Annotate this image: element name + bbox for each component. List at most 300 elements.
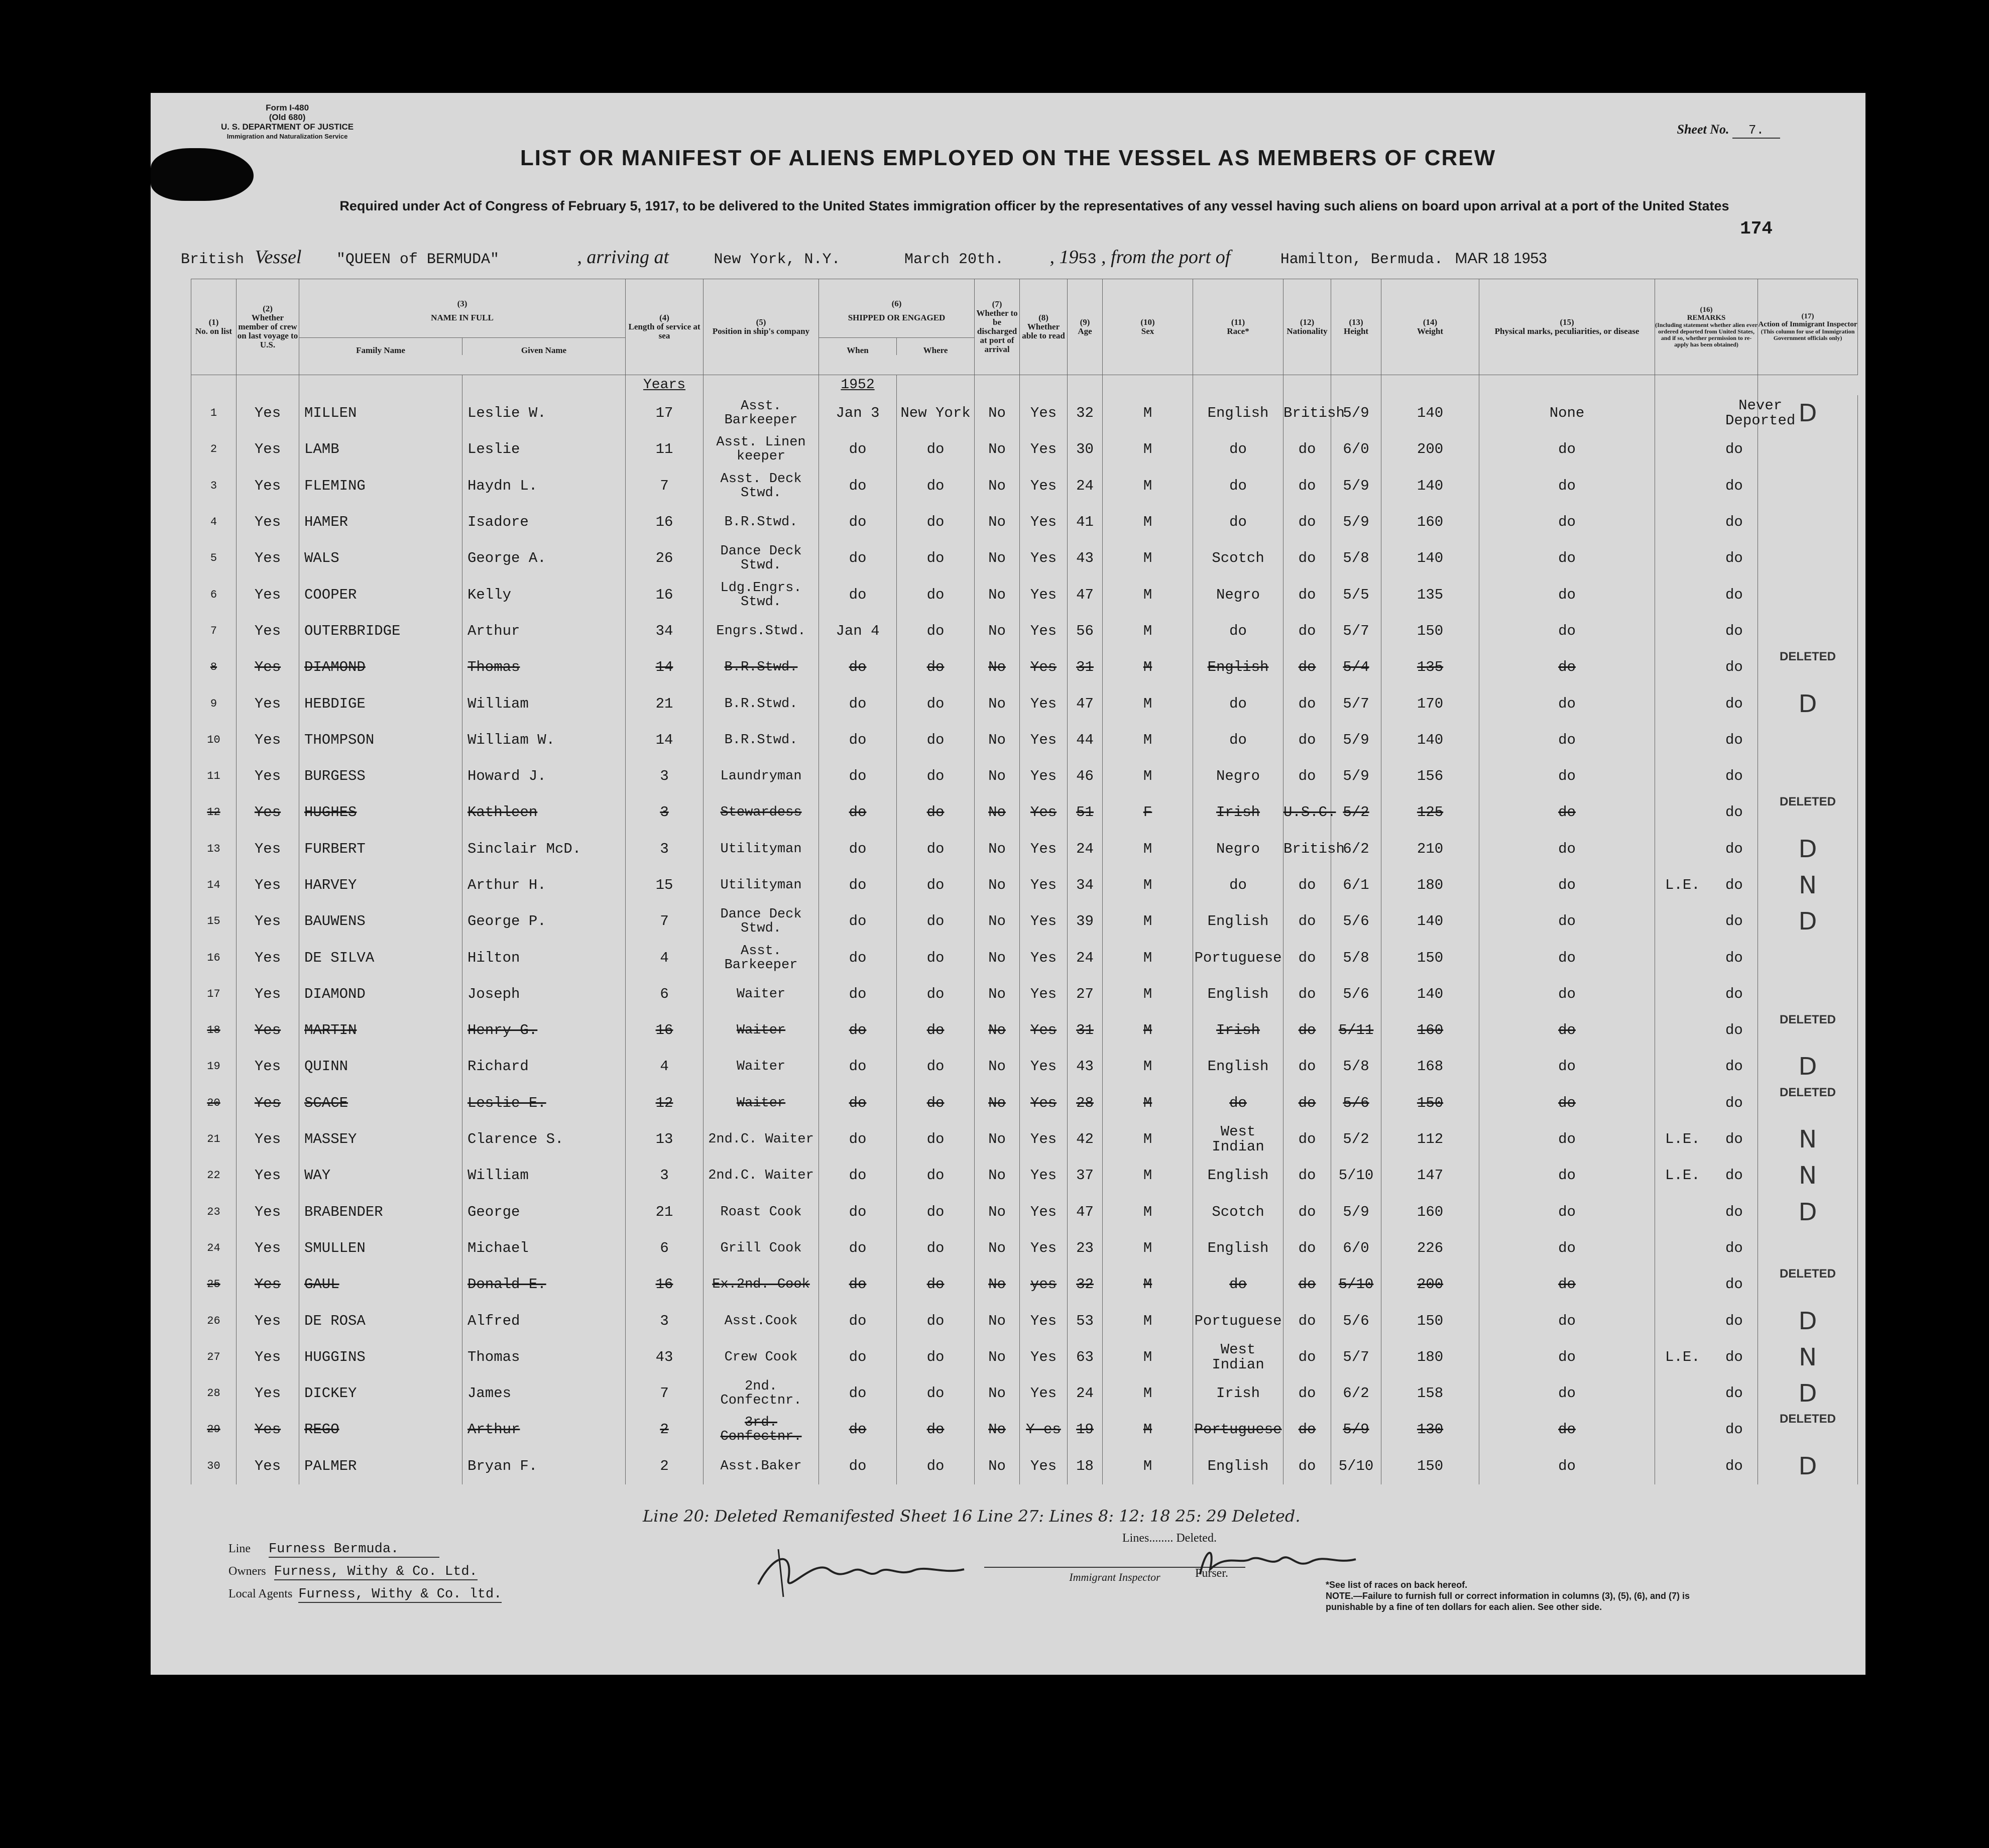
cell-position: 3rd. Confectnr. [704, 1412, 819, 1448]
cell-prev: Yes [237, 395, 299, 431]
vessel-name: "QUEEN of BERMUDA" [336, 251, 499, 268]
cell-race: Scotch [1193, 1194, 1283, 1230]
footer-note [1326, 1579, 1727, 1612]
cell-when: do [819, 1230, 897, 1266]
cell-position: Asst. Linen keeper [704, 431, 819, 468]
cell-family: BURGESS [299, 758, 462, 794]
cell-family: BAUWENS [299, 903, 462, 940]
cell-remarks [1655, 649, 1758, 685]
cell-given: Isadore [462, 504, 626, 540]
remark-value: do [1725, 1058, 1743, 1075]
cell-family: SMULLEN [299, 1230, 462, 1266]
cell-given: Henry G. [462, 1012, 626, 1049]
cell-read: Yes [1020, 685, 1068, 722]
cell-remarks [1655, 976, 1758, 1012]
cell-remarks [1655, 1049, 1758, 1085]
remark-value: do [1725, 1421, 1743, 1438]
cell-height: 5/11 [1331, 1012, 1381, 1049]
cell-position: Stewardess [704, 794, 819, 831]
cell-where: New York [897, 395, 975, 431]
table-row [191, 903, 1858, 940]
table-row [191, 1375, 1858, 1412]
cell-race: English [1193, 1448, 1283, 1484]
cell-no: 1 [191, 395, 237, 431]
arriving-label: , arriving at [577, 247, 669, 268]
cell-race: do [1193, 685, 1283, 722]
cell-given: Donald E. [462, 1266, 626, 1303]
cell-weight: 135 [1381, 576, 1479, 613]
cell-sex: M [1103, 1303, 1193, 1339]
cell-disch: No [975, 1375, 1020, 1412]
col-number: (12) [1300, 317, 1315, 327]
cell-when: Jan 3 [819, 395, 897, 431]
cell-weight: 160 [1381, 1012, 1479, 1049]
cell-age: 42 [1068, 1121, 1103, 1158]
cell-position: Waiter [704, 1085, 819, 1121]
cell-nat: British [1283, 395, 1331, 431]
cell-disch: No [975, 1230, 1020, 1266]
table-row [191, 794, 1858, 831]
col-number: (13) [1349, 317, 1363, 327]
cell-sex: M [1103, 831, 1193, 867]
cell-where: do [897, 903, 975, 940]
cell-race: do [1193, 431, 1283, 468]
cell-no: 23 [191, 1194, 237, 1230]
inspector-signature [753, 1539, 974, 1599]
cell-action: D [1758, 1049, 1858, 1085]
col-label: Sex [1141, 326, 1154, 336]
cell-when: do [819, 1194, 897, 1230]
col-label: NAME IN FULL [431, 312, 494, 322]
cell-sex: M [1103, 1158, 1193, 1194]
cell-service: 17 [626, 395, 704, 431]
cell-when: do [819, 540, 897, 576]
cell-sex: M [1103, 395, 1193, 431]
year-prefix: , 19 [1049, 247, 1079, 268]
cell-action [1758, 722, 1858, 758]
cell-nat: do [1283, 1412, 1331, 1448]
cell-disch: No [975, 867, 1020, 903]
remark-value: do [1725, 695, 1743, 712]
cell-read: Yes [1020, 831, 1068, 867]
cell-service: 12 [626, 1085, 704, 1121]
cell-remarks [1655, 468, 1758, 504]
cell-prev: Yes [237, 794, 299, 831]
col-label: Length of service at sea [628, 322, 700, 340]
cell-where: do [897, 976, 975, 1012]
cell-disch: No [975, 940, 1020, 976]
cell-remarks [1655, 1158, 1758, 1194]
cell-disch: No [975, 649, 1020, 685]
cell-sex: M [1103, 468, 1193, 504]
table-row [191, 940, 1858, 976]
col-no-header [191, 279, 237, 375]
cell-weight: 140 [1381, 722, 1479, 758]
cell-marks: do [1479, 540, 1655, 576]
cell-prev: Yes [237, 1121, 299, 1158]
cell-sex: M [1103, 1339, 1193, 1375]
cell-when: do [819, 722, 897, 758]
remark-value: do [1725, 1276, 1743, 1293]
col-label: REMARKS [1687, 314, 1726, 322]
cell-age: 46 [1068, 758, 1103, 794]
col-number: (16) [1700, 306, 1713, 314]
cell-action: DELETED [1758, 1412, 1858, 1448]
cell-age: 30 [1068, 431, 1103, 468]
cell-nat: do [1283, 1158, 1331, 1194]
cell-height: 5/6 [1331, 1085, 1381, 1121]
purser-label: Purser. [1195, 1567, 1228, 1580]
cell-weight: 140 [1381, 395, 1479, 431]
form-info [221, 103, 354, 141]
cell-sex: M [1103, 1049, 1193, 1085]
col-label: Action of Immigrant Inspector [1758, 320, 1857, 328]
cell-marks: do [1479, 903, 1655, 940]
cell-service: 16 [626, 504, 704, 540]
cell-action [1758, 758, 1858, 794]
cell-position: 2nd.C. Waiter [704, 1158, 819, 1194]
cell-given: Arthur H. [462, 867, 626, 903]
cell-marks: do [1479, 1339, 1655, 1375]
cell-family: SCACE [299, 1085, 462, 1121]
cell-read: Yes [1020, 867, 1068, 903]
cell-sex: M [1103, 903, 1193, 940]
cell-given: Leslie [462, 431, 626, 468]
cell-prev: Yes [237, 831, 299, 867]
cell-remarks [1655, 903, 1758, 940]
cell-family: DICKEY [299, 1375, 462, 1412]
remark-le: L.E. [1665, 1167, 1700, 1184]
cell-prev: Yes [237, 1375, 299, 1412]
cell-given: Michael [462, 1230, 626, 1266]
cell-family: GAUL [299, 1266, 462, 1303]
cell-service: 43 [626, 1339, 704, 1375]
col-label: Whether to be discharged at port of arrival [976, 308, 1018, 354]
cell-service: 3 [626, 1158, 704, 1194]
cell-weight: 150 [1381, 1303, 1479, 1339]
cell-prev: Yes [237, 940, 299, 976]
cell-age: 39 [1068, 903, 1103, 940]
cell-family: MILLEN [299, 395, 462, 431]
cell-remarks [1655, 685, 1758, 722]
col-label: Whether able to read [1022, 322, 1065, 340]
cell-family: HEBDIGE [299, 685, 462, 722]
cell-where: do [897, 1194, 975, 1230]
shipped-year: 1952 [819, 375, 897, 396]
cell-read: Yes [1020, 722, 1068, 758]
cell-race: Portuguese [1193, 1303, 1283, 1339]
cell-no: 6 [191, 576, 237, 613]
cell-remarks [1655, 540, 1758, 576]
cell-age: 47 [1068, 1194, 1103, 1230]
cell-nat: do [1283, 613, 1331, 649]
cell-height: 5/9 [1331, 1412, 1381, 1448]
vessel-nationality: British [181, 251, 245, 268]
col-age-header [1068, 279, 1103, 375]
table-row [191, 685, 1858, 722]
form-number: Form I-480 [266, 103, 309, 112]
cell-where: do [897, 504, 975, 540]
cell-prev: Yes [237, 867, 299, 903]
cell-where: do [897, 685, 975, 722]
cell-family: COOPER [299, 576, 462, 613]
table-row [191, 649, 1858, 685]
cell-nat: do [1283, 1121, 1331, 1158]
col-label: Age [1078, 326, 1092, 336]
cell-height: 6/0 [1331, 1230, 1381, 1266]
cell-age: 56 [1068, 613, 1103, 649]
cell-sex: M [1103, 1448, 1193, 1484]
cell-given: Howard J. [462, 758, 626, 794]
cell-service: 16 [626, 1012, 704, 1049]
cell-service: 21 [626, 1194, 704, 1230]
cell-read: Yes [1020, 794, 1068, 831]
remark-value: do [1725, 804, 1743, 821]
cell-height: 5/9 [1331, 1194, 1381, 1230]
cell-family: WALS [299, 540, 462, 576]
cell-read: Y es [1020, 1412, 1068, 1448]
cell-race: English [1193, 1049, 1283, 1085]
service: Immigration and Naturalization Service [226, 133, 348, 140]
cell-age: 28 [1068, 1085, 1103, 1121]
cell-action: D [1758, 1375, 1858, 1412]
cell-no: 19 [191, 1049, 237, 1085]
cell-family: OUTERBRIDGE [299, 613, 462, 649]
cell-no: 14 [191, 867, 237, 903]
cell-given: George A. [462, 540, 626, 576]
cell-action: D [1758, 1194, 1858, 1230]
table-row [191, 1230, 1858, 1266]
table-row [191, 1158, 1858, 1194]
cell-service: 11 [626, 431, 704, 468]
cell-prev: Yes [237, 1266, 299, 1303]
cell-race: English [1193, 1158, 1283, 1194]
col-remarks-header [1655, 279, 1758, 375]
remark-value: do [1725, 1348, 1743, 1365]
cell-service: 16 [626, 576, 704, 613]
cell-service: 4 [626, 1049, 704, 1085]
cell-action [1758, 504, 1858, 540]
cell-nat: do [1283, 685, 1331, 722]
cell-sex: M [1103, 1121, 1193, 1158]
cell-race: do [1193, 1085, 1283, 1121]
department: U. S. DEPARTMENT OF JUSTICE [221, 122, 354, 132]
cell-no: 25 [191, 1266, 237, 1303]
cell-prev: Yes [237, 613, 299, 649]
cell-marks: do [1479, 576, 1655, 613]
cell-weight: 140 [1381, 540, 1479, 576]
col-number: (1) [208, 317, 219, 327]
cell-given: William [462, 685, 626, 722]
cell-sex: M [1103, 576, 1193, 613]
cell-when: do [819, 867, 897, 903]
cell-disch: No [975, 1412, 1020, 1448]
remark-value: do [1725, 514, 1743, 531]
cell-weight: 226 [1381, 1230, 1479, 1266]
cell-remarks [1655, 576, 1758, 613]
cell-weight: 170 [1381, 685, 1479, 722]
cell-position: Ex.2nd. Cook [704, 1266, 819, 1303]
cell-marks: do [1479, 649, 1655, 685]
cell-sex: M [1103, 1375, 1193, 1412]
col-weight-header [1381, 279, 1479, 375]
cell-weight: 150 [1381, 613, 1479, 649]
cell-nat: do [1283, 1085, 1331, 1121]
cell-when: do [819, 1448, 897, 1484]
cell-race: do [1193, 613, 1283, 649]
remark-value: do [1725, 949, 1743, 966]
cell-no: 8 [191, 649, 237, 685]
given-name-label: Given Name [521, 345, 567, 355]
cell-no: 17 [191, 976, 237, 1012]
cell-position: Asst.Baker [704, 1448, 819, 1484]
cell-weight: 160 [1381, 504, 1479, 540]
cell-height: 5/9 [1331, 758, 1381, 794]
from-label: , from the port of [1101, 247, 1231, 268]
cell-read: Yes [1020, 1448, 1068, 1484]
cell-nat: do [1283, 504, 1331, 540]
cell-service: 14 [626, 722, 704, 758]
cell-sex: M [1103, 867, 1193, 903]
manifest-sheet [151, 93, 1865, 1675]
col-height-header [1331, 279, 1381, 375]
cell-no: 16 [191, 940, 237, 976]
owners-value: Furness, Withy & Co. Ltd. [274, 1564, 478, 1579]
col-label: Whether member of crew on last voyage to U.S. [237, 313, 298, 350]
cell-where: do [897, 1012, 975, 1049]
cell-service: 16 [626, 1266, 704, 1303]
table-row [191, 395, 1858, 431]
cell-read: Yes [1020, 1121, 1068, 1158]
cell-marks: do [1479, 1085, 1655, 1121]
cell-family: FURBERT [299, 831, 462, 867]
cell-position: Asst. Barkeeper [704, 395, 819, 431]
cell-weight: 158 [1381, 1375, 1479, 1412]
cell-age: 53 [1068, 1303, 1103, 1339]
cell-given: Leslie W. [462, 395, 626, 431]
cell-service: 34 [626, 613, 704, 649]
cell-where: do [897, 1375, 975, 1412]
cell-given: Kathleen [462, 794, 626, 831]
cell-position: Ldg.Engrs. Stwd. [704, 576, 819, 613]
cell-remarks [1655, 794, 1758, 831]
cell-when: do [819, 504, 897, 540]
cell-remarks [1655, 504, 1758, 540]
page-title: LIST OR MANIFEST OF ALIENS EMPLOYED ON THE VESSEL AS MEMBERS OF CREW [520, 146, 1496, 170]
cell-when: do [819, 794, 897, 831]
col-number: (2) [263, 304, 273, 313]
cell-position: B.R.Stwd. [704, 649, 819, 685]
col-shipped-header [819, 279, 975, 375]
cell-family: HARVEY [299, 867, 462, 903]
remark-value: do [1725, 622, 1743, 639]
cell-family: QUINN [299, 1049, 462, 1085]
cell-given: Thomas [462, 1339, 626, 1375]
cell-weight: 147 [1381, 1158, 1479, 1194]
cell-marks: do [1479, 431, 1655, 468]
cell-service: 2 [626, 1448, 704, 1484]
cell-age: 63 [1068, 1339, 1103, 1375]
cell-disch: No [975, 1303, 1020, 1339]
remark-value: do [1725, 550, 1743, 567]
cell-when: do [819, 1049, 897, 1085]
cell-no: 11 [191, 758, 237, 794]
cell-read: Yes [1020, 1303, 1068, 1339]
cell-height: 5/9 [1331, 468, 1381, 504]
cell-when: do [819, 1121, 897, 1158]
cell-marks: do [1479, 831, 1655, 867]
cell-where: do [897, 831, 975, 867]
cell-action [1758, 468, 1858, 504]
cell-when: do [819, 685, 897, 722]
cell-no: 3 [191, 468, 237, 504]
cell-when: do [819, 940, 897, 976]
cell-race: Portuguese [1193, 1412, 1283, 1448]
remark-value: do [1725, 1167, 1743, 1184]
cell-marks: do [1479, 758, 1655, 794]
cell-marks: do [1479, 613, 1655, 649]
cell-remarks [1655, 722, 1758, 758]
cell-where: do [897, 1339, 975, 1375]
cell-sex: M [1103, 649, 1193, 685]
cell-service: 3 [626, 794, 704, 831]
col-label: Position in ship's company [712, 326, 810, 336]
remark-value: do [1725, 1094, 1743, 1111]
cell-service: 4 [626, 940, 704, 976]
cell-nat: do [1283, 1049, 1331, 1085]
cell-where: do [897, 613, 975, 649]
cell-where: do [897, 1158, 975, 1194]
cell-marks: do [1479, 940, 1655, 976]
cell-weight: 210 [1381, 831, 1479, 867]
cell-read: Yes [1020, 758, 1068, 794]
cell-given: Hilton [462, 940, 626, 976]
col-number: (3) [457, 298, 467, 308]
table-row [191, 1049, 1858, 1085]
cell-race: Scotch [1193, 540, 1283, 576]
cell-height: 5/9 [1331, 722, 1381, 758]
cell-age: 51 [1068, 794, 1103, 831]
cell-remarks [1655, 1375, 1758, 1412]
cell-family: MASSEY [299, 1121, 462, 1158]
cell-remarks [1655, 758, 1758, 794]
col-action-header [1758, 279, 1858, 375]
cell-action: N [1758, 1158, 1858, 1194]
cell-given: Kelly [462, 576, 626, 613]
cell-weight: 180 [1381, 867, 1479, 903]
deleted-label: Deleted. [1176, 1532, 1217, 1545]
col-nationality-header [1283, 279, 1331, 375]
col-marks-header [1479, 279, 1655, 375]
cell-prev: Yes [237, 1303, 299, 1339]
cell-weight: 150 [1381, 940, 1479, 976]
col-label: Nationality [1286, 326, 1328, 336]
cell-prev: Yes [237, 1339, 299, 1375]
agents-label: Local Agents [228, 1587, 293, 1600]
cell-action: DELETED [1758, 1012, 1858, 1049]
cell-marks: do [1479, 722, 1655, 758]
cell-prev: Yes [237, 576, 299, 613]
cell-disch: No [975, 1194, 1020, 1230]
cell-family: BRABENDER [299, 1194, 462, 1230]
cell-where: do [897, 1266, 975, 1303]
handwritten-deletion-note: Line 20: Deleted Remanifested Sheet 16 Line 27: Lines 8: 12: 18 25: 29 Deleted. [643, 1507, 1301, 1526]
col-label: Physical marks, peculiarities, or disease [1494, 326, 1640, 336]
cell-position: Asst.Cook [704, 1303, 819, 1339]
cell-age: 23 [1068, 1230, 1103, 1266]
cell-weight: 125 [1381, 794, 1479, 831]
cell-disch: No [975, 722, 1020, 758]
